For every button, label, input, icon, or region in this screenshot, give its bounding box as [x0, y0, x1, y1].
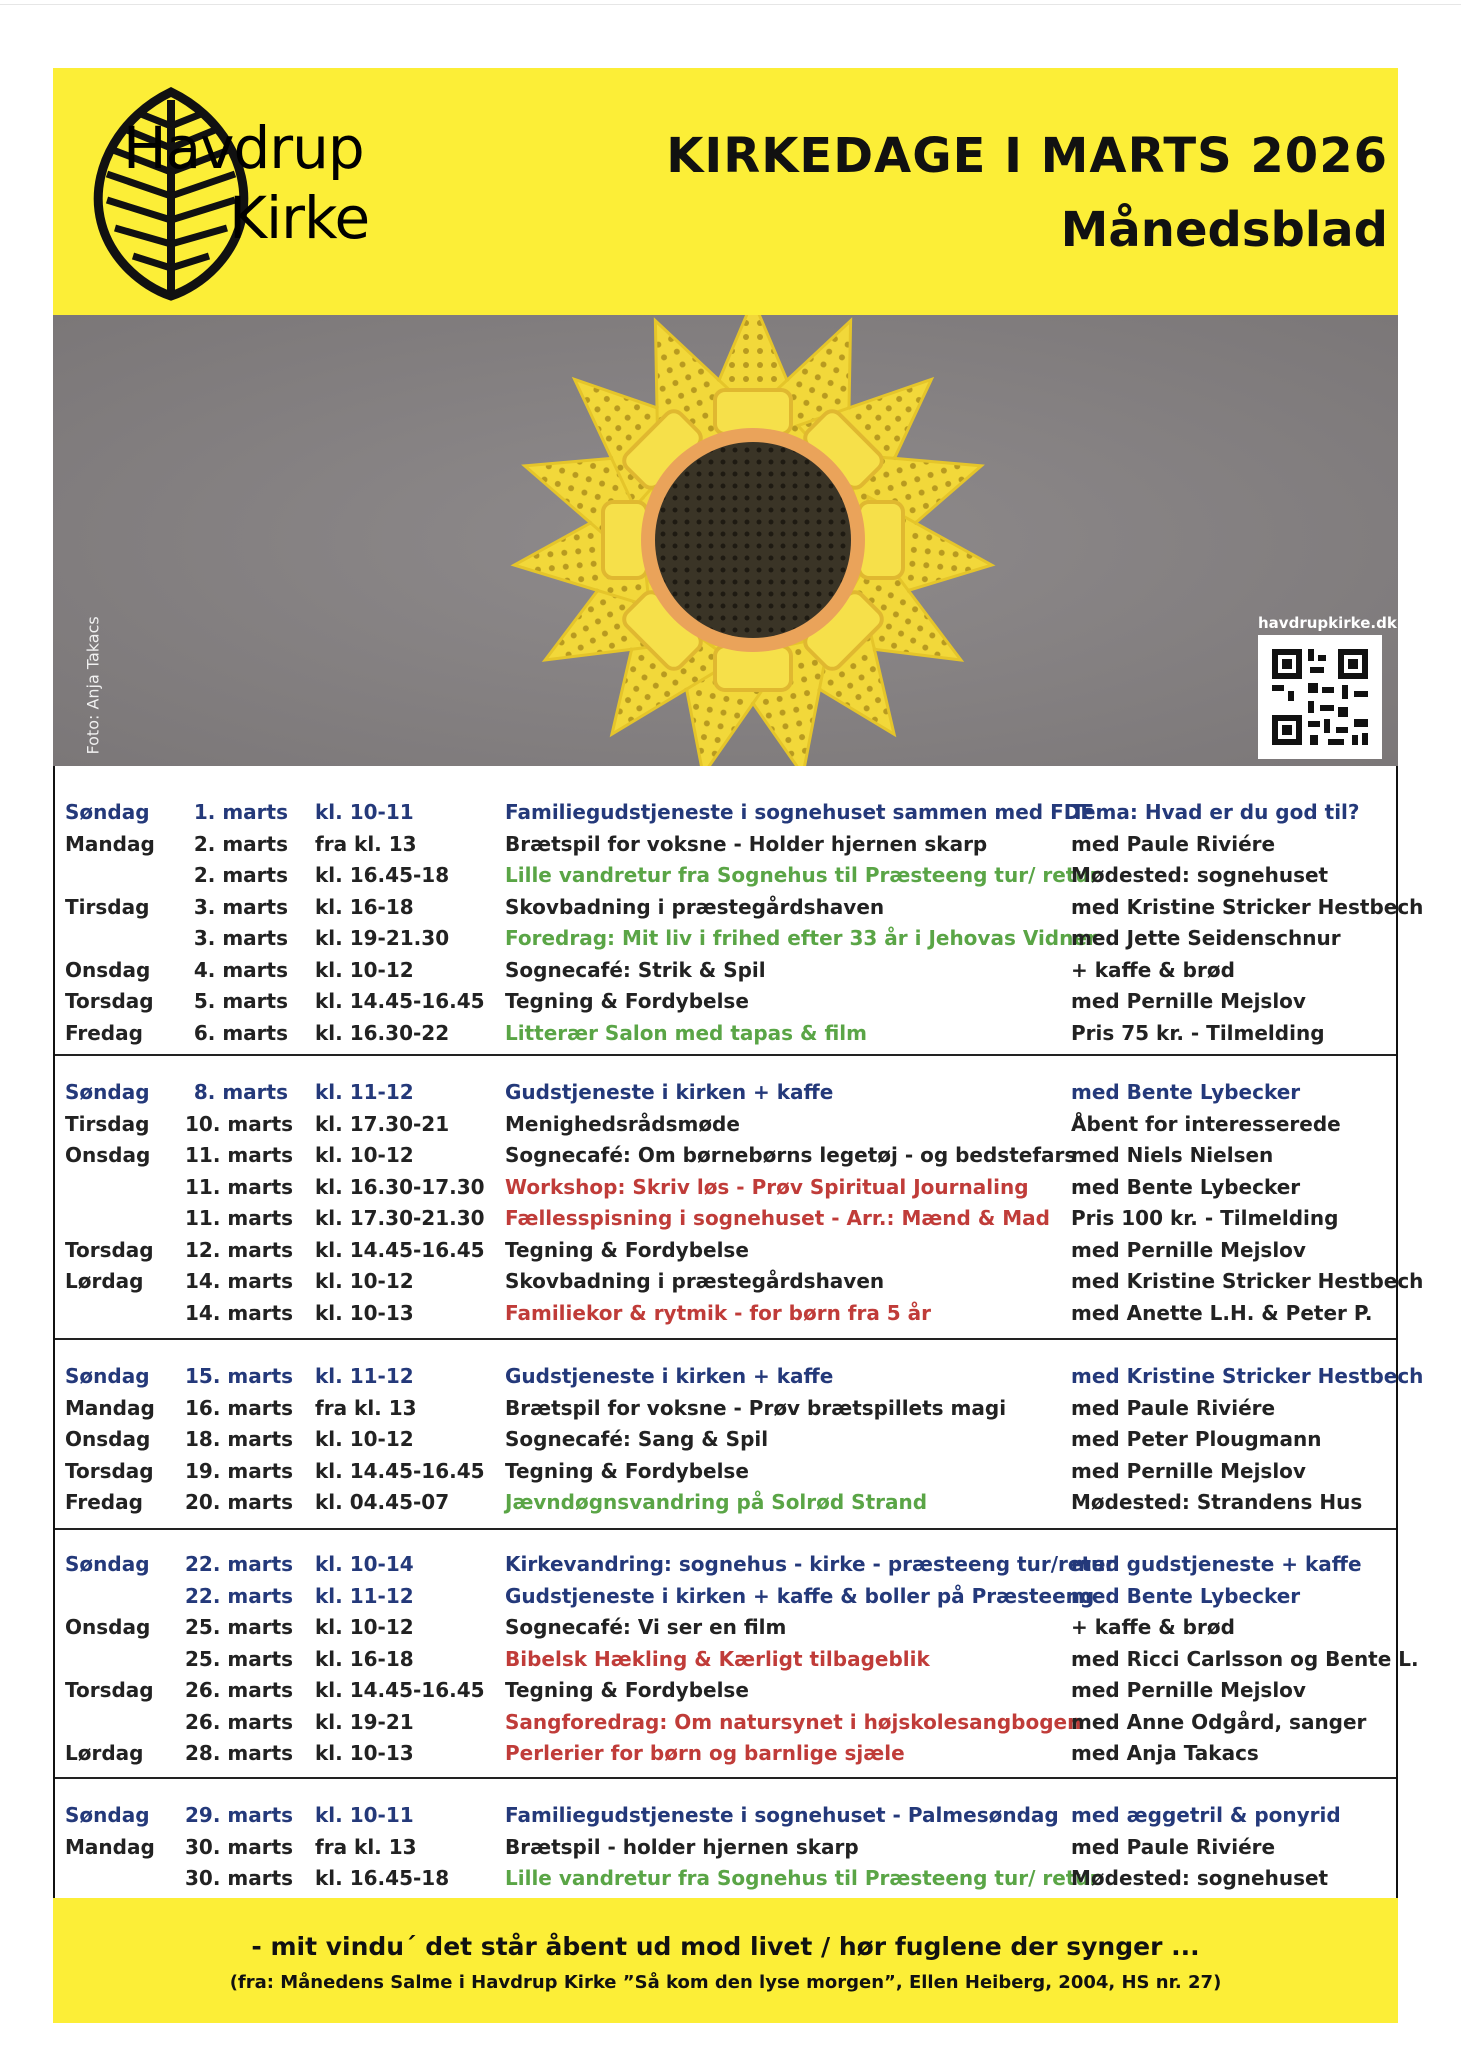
date-cell: 30. marts [185, 1866, 294, 1890]
date-cell: 8. marts [193, 1080, 288, 1104]
event-cell: Litterær Salon med tapas & film [505, 1020, 867, 1045]
day-cell: Torsdag [65, 1678, 154, 1702]
time-cell: kl. 10-13 [315, 1300, 414, 1325]
note-cell: med Pernille Mejslov [1071, 1458, 1306, 1483]
event-cell: Workshop: Skriv løs - Prøv Spiritual Journaling [505, 1174, 1029, 1199]
time-cell: kl. 17.30-21.30 [315, 1206, 485, 1230]
event-cell: Foredrag: Mit liv i frihed efter 33 år i Jehovas Vidner [505, 926, 1097, 950]
photo-credit: Foto: Anja Takacs [83, 616, 103, 755]
schedule-row [55, 1021, 1396, 1053]
schedule-row [55, 989, 1396, 1021]
date-cell: 25. marts [185, 1615, 294, 1639]
note-cell: med Anne Odgård, sanger [1071, 1709, 1367, 1734]
time-cell: kl. 14.45-16.45 [315, 989, 485, 1013]
note-cell: Tema: Hvad er du god til? [1071, 800, 1360, 824]
time-cell: kl. 10-11 [315, 800, 414, 824]
time-cell: kl. 10-12 [315, 957, 414, 982]
note-cell: + kaffe & brød [1071, 1615, 1235, 1639]
note-cell: med gudstjeneste + kaffe [1071, 1552, 1362, 1576]
week-block [55, 1779, 1396, 1898]
time-cell: fra kl. 13 [315, 831, 417, 856]
schedule-row [55, 1866, 1396, 1898]
date-cell: 26. marts [185, 1678, 294, 1702]
day-cell: Mandag [65, 1834, 155, 1859]
event-cell: Bibelsk Hækling & Kærligt tilbageblik [505, 1646, 930, 1671]
time-cell: kl. 11-12 [315, 1080, 414, 1104]
day-cell: Tirsdag [65, 894, 150, 919]
schedule-row [55, 1080, 1396, 1112]
schedule-row [55, 1269, 1424, 1301]
date-cell: 11. marts [185, 1174, 294, 1199]
date-cell: 11. marts [185, 1206, 294, 1230]
note-cell: med Bente Lybecker [1071, 1174, 1301, 1199]
schedule-row [55, 1741, 1396, 1773]
day-cell: Lørdag [65, 1269, 144, 1293]
event-cell: Lille vandretur fra Sognehus til Præsteeng tur/ retur [505, 863, 1100, 887]
event-cell: Familiegudstjeneste i sognehuset - Palmesøndag [505, 1803, 1059, 1827]
event-cell: Gudstjeneste i kirken + kaffe & boller på Præsteeng [505, 1583, 1095, 1608]
date-cell: 28. marts [185, 1741, 294, 1765]
day-cell: Tirsdag [65, 1111, 150, 1136]
note-cell: Mødested: sognehuset [1071, 1866, 1329, 1890]
note-cell: med Paule Riviére [1071, 831, 1276, 856]
date-cell: 18. marts [185, 1427, 294, 1451]
note-cell: med Anette L.H. & Peter P. [1071, 1300, 1373, 1325]
event-cell: Gudstjeneste i kirken + kaffe [505, 1080, 834, 1104]
time-cell: kl. 04.45-07 [315, 1490, 450, 1514]
date-cell: 26. marts [185, 1709, 294, 1734]
event-cell: Familiekor & rytmik - for børn fra 5 år [505, 1300, 932, 1325]
schedule-row [55, 1175, 1396, 1207]
date-cell: 10. marts [185, 1111, 294, 1136]
day-cell: Fredag [65, 1490, 143, 1514]
time-cell: kl. 16.45-18 [315, 1866, 450, 1890]
date-cell: 11. marts [185, 1143, 294, 1167]
schedule-row [55, 1584, 1396, 1616]
time-cell: kl. 17.30-21 [315, 1111, 450, 1136]
event-cell: Lille vandretur fra Sognehus til Præsteeng tur/ retur [505, 1866, 1100, 1890]
week-block [55, 1056, 1424, 1340]
note-cell: med Niels Nielsen [1071, 1143, 1274, 1167]
website-url[interactable]: havdrupkirke.dk [1258, 614, 1397, 632]
monthly-newsletter [53, 68, 1424, 2023]
hymn-quote: - mit vindu´ det står åbent ud mod livet / hør fuglene der synger ... [251, 1932, 1200, 1961]
time-cell: kl. 10-12 [315, 1615, 414, 1639]
event-cell: Brætspil for voksne - Prøv brætspillets magi [505, 1395, 1007, 1420]
event-cell: Sognecafé: Om børnebørns legetøj - og bedstefars [505, 1143, 1077, 1167]
note-cell: med Kristine Stricker Hestbech [1071, 894, 1424, 919]
day-cell: Torsdag [65, 1458, 154, 1483]
day-cell: Søndag [65, 1803, 150, 1827]
schedule-row [55, 863, 1396, 895]
note-cell: Mødested: sognehuset [1071, 863, 1329, 887]
schedule-row [55, 1835, 1396, 1867]
schedule-row [55, 1615, 1396, 1647]
qr-code-icon [1258, 635, 1382, 759]
event-cell: Tegning & Fordybelse [505, 989, 749, 1013]
day-cell: Mandag [65, 1395, 155, 1420]
date-cell: 12. marts [185, 1237, 294, 1262]
event-cell: Brætspil - holder hjernen skarp [505, 1834, 859, 1859]
day-cell: Søndag [65, 1364, 150, 1388]
note-cell: Pris 100 kr. - Tilmelding [1071, 1206, 1339, 1230]
day-cell: Onsdag [65, 1427, 151, 1451]
schedule-row [55, 1803, 1396, 1835]
note-cell: med Pernille Mejslov [1071, 989, 1306, 1013]
hymn-source: (fra: Månedens Salme i Havdrup Kirke ”Så kom den lyse morgen”, Ellen Heiberg, 2004, HS nr. 27) [229, 1972, 1222, 1993]
time-cell: kl. 10-11 [315, 1803, 414, 1827]
day-cell: Søndag [65, 1552, 150, 1576]
schedule-row [55, 1206, 1396, 1238]
date-cell: 14. marts [185, 1300, 294, 1325]
date-cell: 2. marts [193, 863, 288, 887]
day-cell: Onsdag [65, 1143, 151, 1167]
event-cell: Tegning & Fordybelse [505, 1678, 749, 1702]
schedule-row [55, 1301, 1396, 1333]
week-block [55, 766, 1424, 1056]
schedule-row [55, 800, 1396, 832]
time-cell: fra kl. 13 [315, 1395, 417, 1420]
sunflower-photo [53, 315, 1398, 766]
day-cell: Søndag [65, 800, 150, 824]
time-cell: fra kl. 13 [315, 1834, 417, 1859]
time-cell: kl. 16-18 [315, 1646, 414, 1671]
schedule-row [55, 1112, 1396, 1144]
time-cell: kl. 10-12 [315, 1143, 414, 1167]
event-cell: Tegning & Fordybelse [505, 1237, 749, 1262]
event-cell: Menighedsrådsmøde [505, 1111, 740, 1136]
page-top-line [0, 4, 1461, 5]
date-cell: 22. marts [185, 1552, 294, 1576]
date-cell: 15. marts [185, 1364, 294, 1388]
event-cell: Sognecafé: Strik & Spil [505, 957, 766, 982]
logo-word-havdrup: Havdrup [123, 114, 364, 182]
date-cell: 3. marts [193, 894, 288, 919]
note-cell: med Ricci Carlsson og Bente L. [1071, 1646, 1419, 1671]
date-cell: 22. marts [185, 1583, 294, 1608]
event-cell: Sognecafé: Sang & Spil [505, 1427, 769, 1451]
note-cell: med Paule Riviére [1071, 1395, 1276, 1420]
day-cell: Fredag [65, 1020, 143, 1045]
time-cell: kl. 19-21.30 [315, 926, 450, 950]
day-cell: Onsdag [65, 1615, 151, 1639]
schedule-row [55, 1646, 1419, 1679]
schedule-row [55, 894, 1424, 927]
time-cell: kl. 16.45-18 [315, 863, 450, 887]
date-cell: 14. marts [185, 1269, 294, 1293]
date-cell: 4. marts [193, 957, 288, 982]
schedule-row [55, 1364, 1424, 1396]
time-cell: kl. 19-21 [315, 1709, 414, 1734]
schedule-row [55, 1427, 1396, 1459]
day-cell: Mandag [65, 831, 155, 856]
note-cell: med Kristine Stricker Hestbech [1071, 1364, 1424, 1388]
schedule-row [55, 1459, 1396, 1491]
note-cell: med Pernille Mejslov [1071, 1678, 1306, 1702]
schedule-row [55, 958, 1396, 990]
time-cell: kl. 14.45-16.45 [315, 1237, 485, 1262]
day-cell: Onsdag [65, 957, 151, 982]
note-cell: + kaffe & brød [1071, 957, 1235, 982]
day-cell: Torsdag [65, 989, 154, 1013]
page-subtitle: Månedsblad [1060, 202, 1388, 258]
date-cell: 16. marts [185, 1395, 294, 1420]
day-cell: Søndag [65, 1080, 150, 1104]
note-cell: med Pernille Mejslov [1071, 1237, 1306, 1262]
week-block [55, 1530, 1419, 1779]
church-logo [71, 86, 451, 301]
time-cell: kl. 16.30-22 [315, 1020, 450, 1045]
note-cell: Pris 75 kr. - Tilmelding [1071, 1020, 1325, 1045]
date-cell: 5. marts [193, 989, 288, 1013]
event-schedule [53, 766, 1424, 1900]
qr-code[interactable] [1258, 635, 1382, 759]
note-cell: med Kristine Stricker Hestbech [1071, 1269, 1424, 1293]
event-cell: Fællesspisning i sognehuset - Arr.: Mænd & Mad [505, 1206, 1050, 1230]
schedule-row [55, 1238, 1396, 1270]
time-cell: kl. 16.30-17.30 [315, 1174, 485, 1199]
event-cell: Kirkevandring: sognehus - kirke - præsteeng tur/retur [505, 1552, 1116, 1576]
event-cell: Gudstjeneste i kirken + kaffe [505, 1364, 834, 1388]
header-banner [53, 68, 1398, 315]
schedule-row [55, 926, 1396, 958]
bead-sunflower-image [53, 315, 1398, 766]
note-cell: med Paule Riviére [1071, 1834, 1276, 1859]
week-block [55, 1340, 1424, 1530]
note-cell: Mødested: Strandens Hus [1071, 1490, 1363, 1514]
date-cell: 3. marts [193, 926, 288, 950]
time-cell: kl. 10-12 [315, 1427, 414, 1451]
day-cell: Torsdag [65, 1237, 154, 1262]
time-cell: kl. 16-18 [315, 894, 414, 919]
note-cell: med Bente Lybecker [1071, 1583, 1301, 1608]
schedule-row [55, 1396, 1396, 1428]
note-cell: Åbent for interesserede [1071, 1111, 1341, 1136]
event-cell: Skovbadning i præstegårdshaven [505, 894, 885, 919]
event-cell: Jævndøgnsvandring på Solrød Strand [505, 1490, 928, 1514]
time-cell: kl. 10-14 [315, 1552, 414, 1576]
time-cell: kl. 10-12 [315, 1269, 414, 1293]
schedule-row [55, 1678, 1396, 1710]
logo-word-kirke: Kirke [229, 184, 370, 252]
time-cell: kl. 14.45-16.45 [315, 1458, 485, 1483]
note-cell: med Jette Seidenschnur [1071, 926, 1341, 950]
date-cell: 20. marts [185, 1490, 294, 1514]
date-cell: 30. marts [185, 1834, 294, 1859]
event-cell: Skovbadning i præstegårdshaven [505, 1269, 885, 1293]
page-title: KIRKEDAGE I MARTS 2026 [666, 128, 1388, 184]
event-cell: Brætspil for voksne - Holder hjernen skarp [505, 831, 988, 856]
event-cell: Sognecafé: Vi ser en film [505, 1615, 787, 1639]
note-cell: med Peter Plougmann [1071, 1427, 1322, 1451]
date-cell: 19. marts [185, 1458, 294, 1483]
day-cell: Lørdag [65, 1741, 144, 1765]
event-cell: Tegning & Fordybelse [505, 1458, 749, 1483]
schedule-row [55, 832, 1396, 864]
date-cell: 29. marts [185, 1803, 294, 1827]
note-cell: med æggetril & ponyrid [1071, 1803, 1341, 1827]
time-cell: kl. 11-12 [315, 1364, 414, 1388]
note-cell: med Bente Lybecker [1071, 1080, 1301, 1104]
event-cell: Sangforedrag: Om natursynet i højskolesangbogen [505, 1709, 1082, 1734]
schedule-row [55, 1552, 1396, 1584]
date-cell: 2. marts [193, 831, 288, 856]
schedule-row [55, 1710, 1396, 1742]
date-cell: 25. marts [185, 1646, 294, 1671]
date-cell: 6. marts [193, 1020, 288, 1045]
footer-banner [53, 1898, 1398, 2023]
date-cell: 1. marts [193, 800, 288, 824]
schedule-row [55, 1143, 1396, 1175]
event-cell: Familiegudstjeneste i sognehuset sammen med FDF [505, 800, 1095, 824]
time-cell: kl. 10-13 [315, 1741, 414, 1765]
event-cell: Perlerier for børn og barnlige sjæle [505, 1741, 905, 1765]
time-cell: kl. 11-12 [315, 1583, 414, 1608]
time-cell: kl. 14.45-16.45 [315, 1678, 485, 1702]
note-cell: med Anja Takacs [1071, 1741, 1259, 1765]
schedule-row [55, 1490, 1396, 1522]
